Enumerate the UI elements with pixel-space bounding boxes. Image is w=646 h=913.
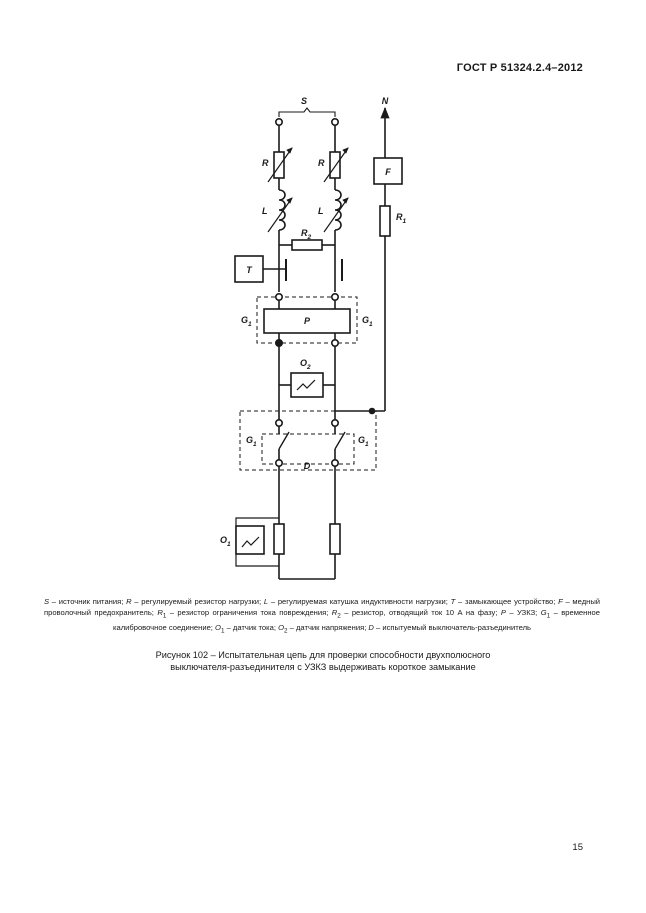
label-g1-right: G bbox=[362, 315, 370, 325]
svg-text:G1 bbox=[362, 315, 373, 328]
svg-text:R2 bbox=[301, 228, 312, 241]
label-o2: O bbox=[300, 358, 308, 368]
load-resistor-right bbox=[330, 524, 340, 554]
svg-text:R1 bbox=[396, 212, 407, 225]
label-r2-sub: 2 bbox=[307, 234, 312, 241]
legend-text: S – источник питания; R – регулируемый резистор нагрузки; L – регулируемая катушка индуктивности нагрузки; T – замыкающее устройство; F – медный проволочный предохранитель; $R_1$ – резистор ограничения тока повреждения; $R_2$ – резистор, отводящий ток 10 А на фазу; P – УЗКЗ; $G_1$ – временное калибровочное соединение; $O_1$ – датчик тока; $O_2$ – датчик напряжения; D – испытуемый выключатель-разъединитель bbox=[44, 597, 601, 635]
svg-text:G1 bbox=[246, 435, 257, 448]
label-r1-sub: 1 bbox=[402, 218, 407, 225]
label-g1-left: G bbox=[241, 315, 249, 325]
figure-caption bbox=[100, 649, 546, 673]
label-d: D bbox=[303, 461, 311, 471]
current-sensor-o1 bbox=[236, 526, 264, 554]
switch-contact-left bbox=[279, 432, 289, 449]
label-t: T bbox=[246, 265, 252, 275]
figure-caption-line1: Рисунок 102 – Испытательная цепь для проверки способности двухполюсного bbox=[155, 650, 491, 660]
load-resistor-left bbox=[274, 524, 284, 554]
svg-text:G1 bbox=[241, 315, 252, 328]
svg-text:G1 bbox=[358, 435, 369, 448]
svg-text:O2 bbox=[300, 358, 311, 371]
svg-text:O1 bbox=[220, 535, 231, 548]
label-g1-right-sub: 1 bbox=[369, 321, 373, 328]
label-p: P bbox=[303, 316, 311, 326]
label-r-right: R bbox=[318, 158, 325, 168]
figure-caption-line2: выключателя-разъединителя с УЗКЗ выдерживать короткое замыкание bbox=[170, 662, 476, 672]
label-r-left: R bbox=[262, 158, 269, 168]
label-l-left: L bbox=[262, 206, 268, 216]
source-brace bbox=[279, 108, 335, 117]
label-f: F bbox=[385, 167, 391, 177]
label-l-right: L bbox=[318, 206, 324, 216]
source-terminal-left bbox=[276, 119, 282, 125]
label-g1-left-sub: 1 bbox=[248, 321, 252, 328]
fault-current-resistor-r1 bbox=[380, 206, 390, 236]
voltage-sensor-o2 bbox=[291, 373, 323, 397]
page-number: 15 bbox=[572, 842, 583, 853]
label-g1-lower-right-sub: 1 bbox=[365, 441, 369, 448]
variable-resistor-left bbox=[274, 152, 284, 178]
label-o1-sub: 1 bbox=[227, 541, 231, 548]
label-r1: R bbox=[396, 212, 403, 222]
source-terminal-right bbox=[332, 119, 338, 125]
variable-resistor-right bbox=[330, 152, 340, 178]
label-s: S bbox=[300, 96, 308, 106]
page-header-standard: ГОСТ Р 51324.2.4–2012 bbox=[456, 62, 583, 74]
label-r2: R bbox=[301, 228, 308, 238]
label-g1-lower-left-sub: 1 bbox=[253, 441, 257, 448]
switch-contact-right bbox=[335, 432, 345, 449]
label-g1-lower-right: G bbox=[358, 435, 366, 445]
calibration-connection-box-lower bbox=[262, 434, 354, 464]
label-g1-lower-left: G bbox=[246, 435, 254, 445]
label-n: N bbox=[381, 96, 389, 106]
neutral-arrow bbox=[381, 108, 389, 118]
label-o2-sub: 2 bbox=[307, 364, 311, 371]
label-o1: O bbox=[220, 535, 228, 545]
shunt-resistor-r2 bbox=[292, 240, 322, 250]
